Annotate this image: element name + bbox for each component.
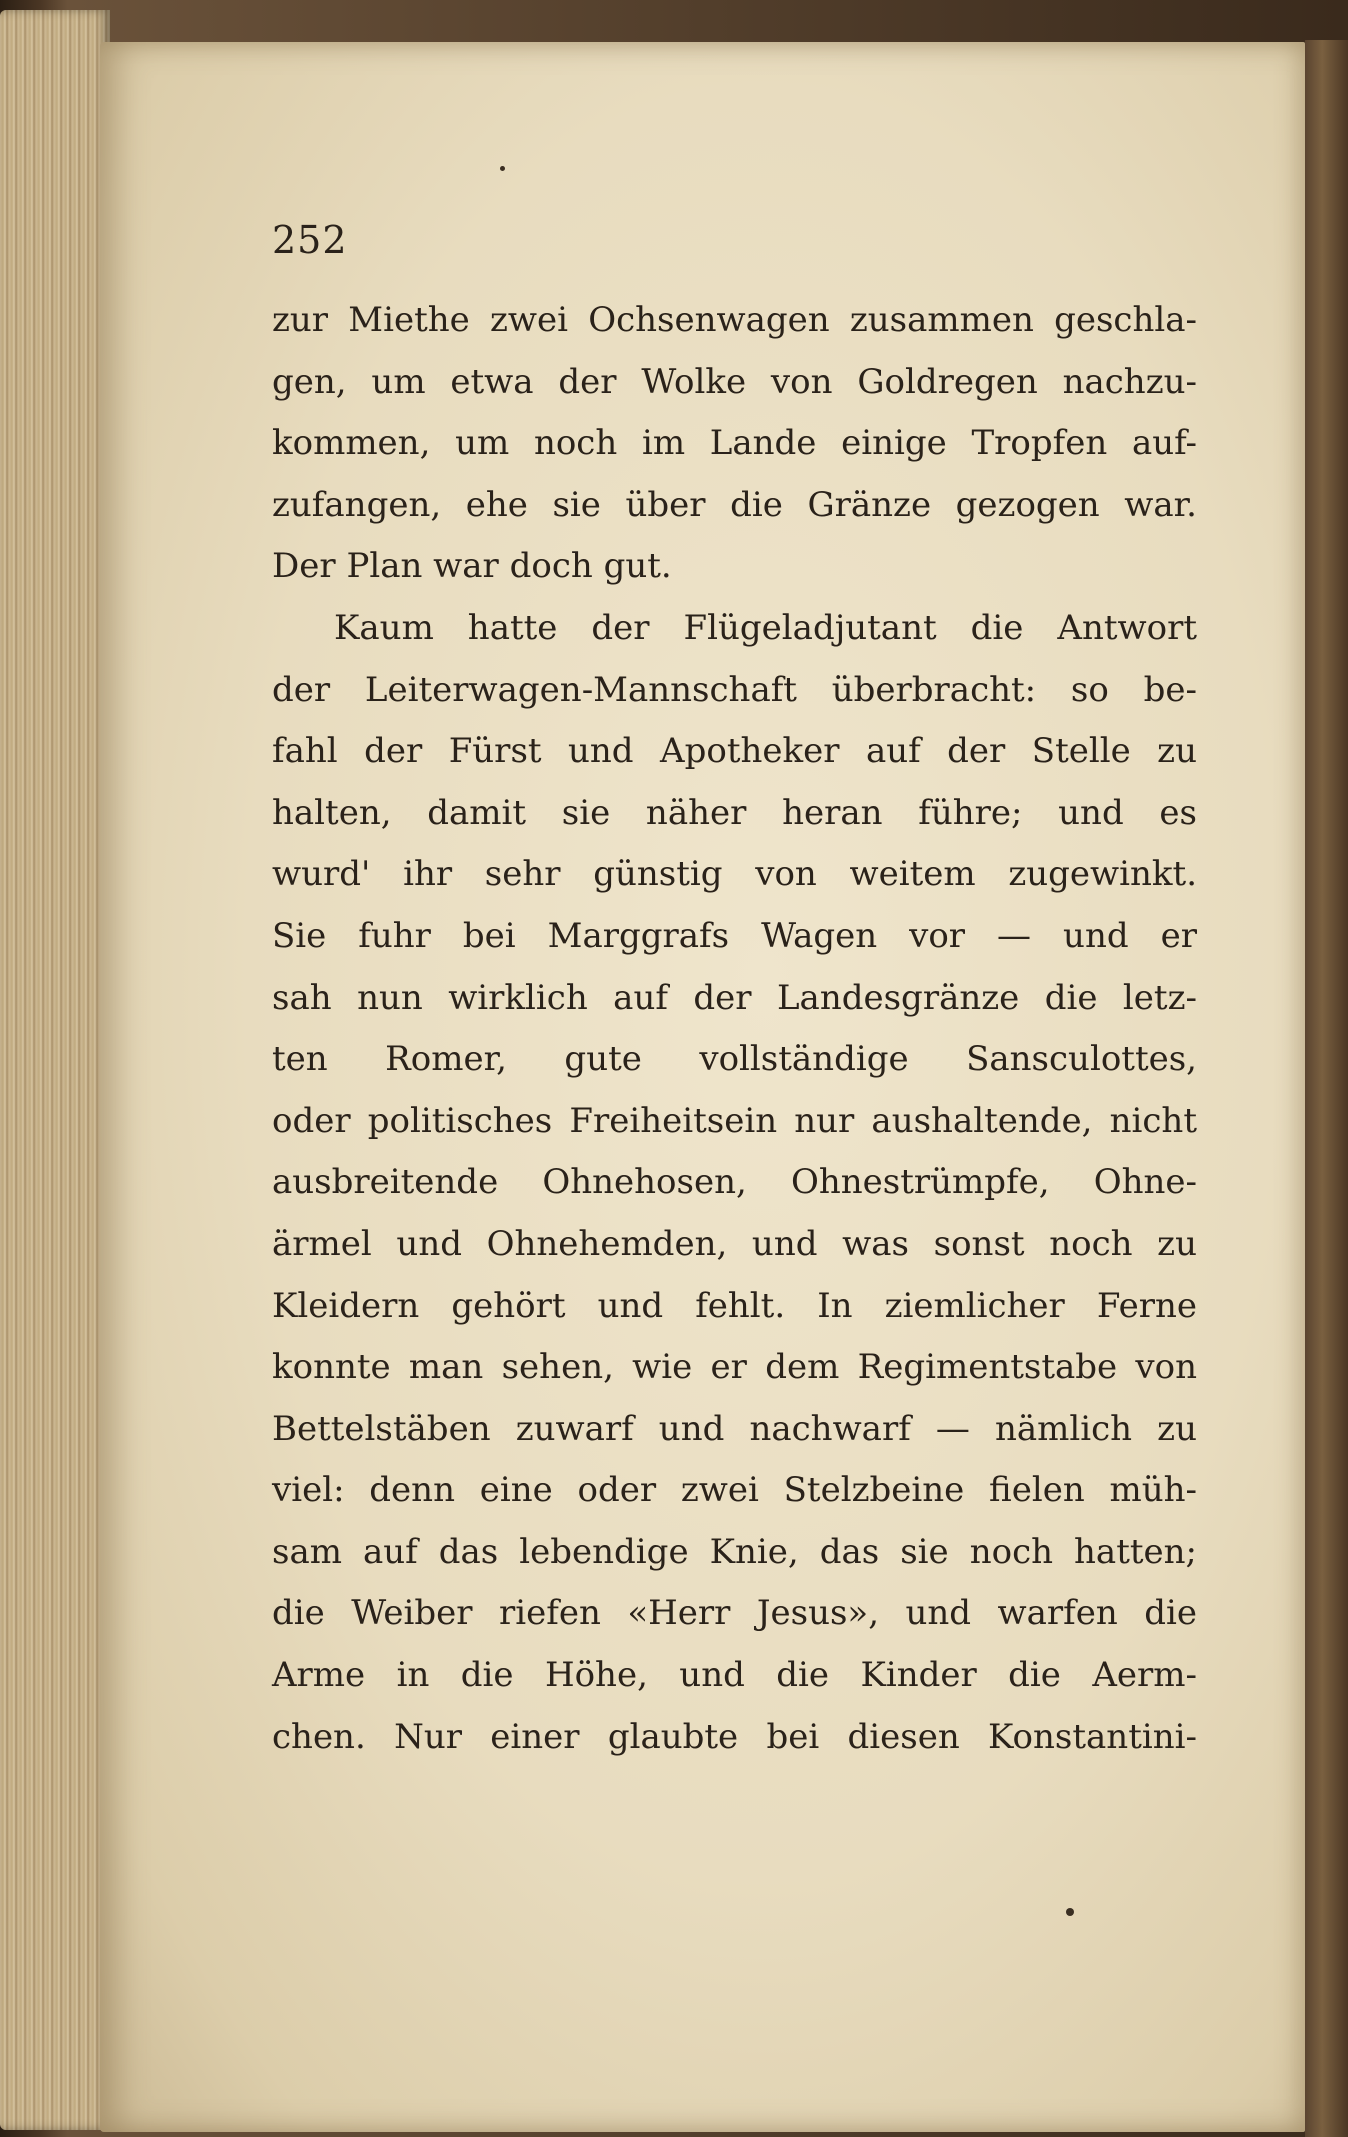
text-line: sam auf das lebendige Knie, das sie noch hatten; <box>272 1531 1197 1572</box>
page-number: 252 <box>272 218 348 262</box>
text-line: oder politisches Freiheitsein nur aushaltende, nicht <box>272 1100 1197 1141</box>
text-line: wurd' ihr sehr günstig von weitem zugewinkt. <box>272 854 1197 895</box>
text-line: konnte man sehen, wie er dem Regimentstabe von <box>272 1347 1197 1388</box>
page-edges <box>0 10 110 2130</box>
binding-strip <box>1305 40 1348 2137</box>
text-line: Bettelstäben zuwarf und nachwarf — nämlich zu <box>272 1408 1197 1449</box>
text-line: gen, um etwa der Wolke von Goldregen nachzu- <box>272 361 1197 402</box>
text-line: halten, damit sie näher heran führe; und es <box>272 792 1197 833</box>
text-line: Arme in die Höhe, und die Kinder die Aerm- <box>272 1655 1197 1696</box>
text-line: zufangen, ehe sie über die Gränze gezogen war. <box>272 484 1197 525</box>
text-line: ärmel und Ohnehemden, und was sonst noch zu <box>272 1223 1197 1264</box>
text-line: fahl der Fürst und Apotheker auf der Stelle zu <box>272 731 1197 772</box>
ink-speck <box>1066 1908 1074 1916</box>
text-line: Kleidern gehört und fehlt. In ziemlicher Ferne <box>272 1285 1197 1326</box>
body-text <box>272 290 1197 1768</box>
text-line: sah nun wirklich auf der Landesgränze die letz- <box>272 977 1197 1018</box>
text-line: die Weiber riefen «Herr Jesus», und warfen die <box>272 1593 1197 1634</box>
text-line: der Leiterwagen-Mannschaft überbracht: so be- <box>272 669 1197 710</box>
ink-speck <box>500 166 505 171</box>
text-line: ausbreitende Ohnehosen, Ohnestrümpfe, Ohne- <box>272 1162 1197 1203</box>
text-line: viel: denn eine oder zwei Stelzbeine fielen müh- <box>272 1470 1197 1511</box>
text-line: chen. Nur einer glaubte bei diesen Konstantini- <box>272 1716 1197 1757</box>
text-line: Kaum hatte der Flügeladjutant die Antwort <box>334 607 1197 648</box>
text-line: kommen, um noch im Lande einige Tropfen auf- <box>272 423 1197 464</box>
text-line: Sie fuhr bei Marggrafs Wagen vor — und er <box>272 915 1197 956</box>
text-line: Der Plan war doch gut. <box>272 546 672 587</box>
text-line: zur Miethe zwei Ochsenwagen zusammen geschla- <box>272 300 1197 340</box>
text-line: ten Romer, gute vollständige Sansculottes, <box>272 1039 1197 1080</box>
